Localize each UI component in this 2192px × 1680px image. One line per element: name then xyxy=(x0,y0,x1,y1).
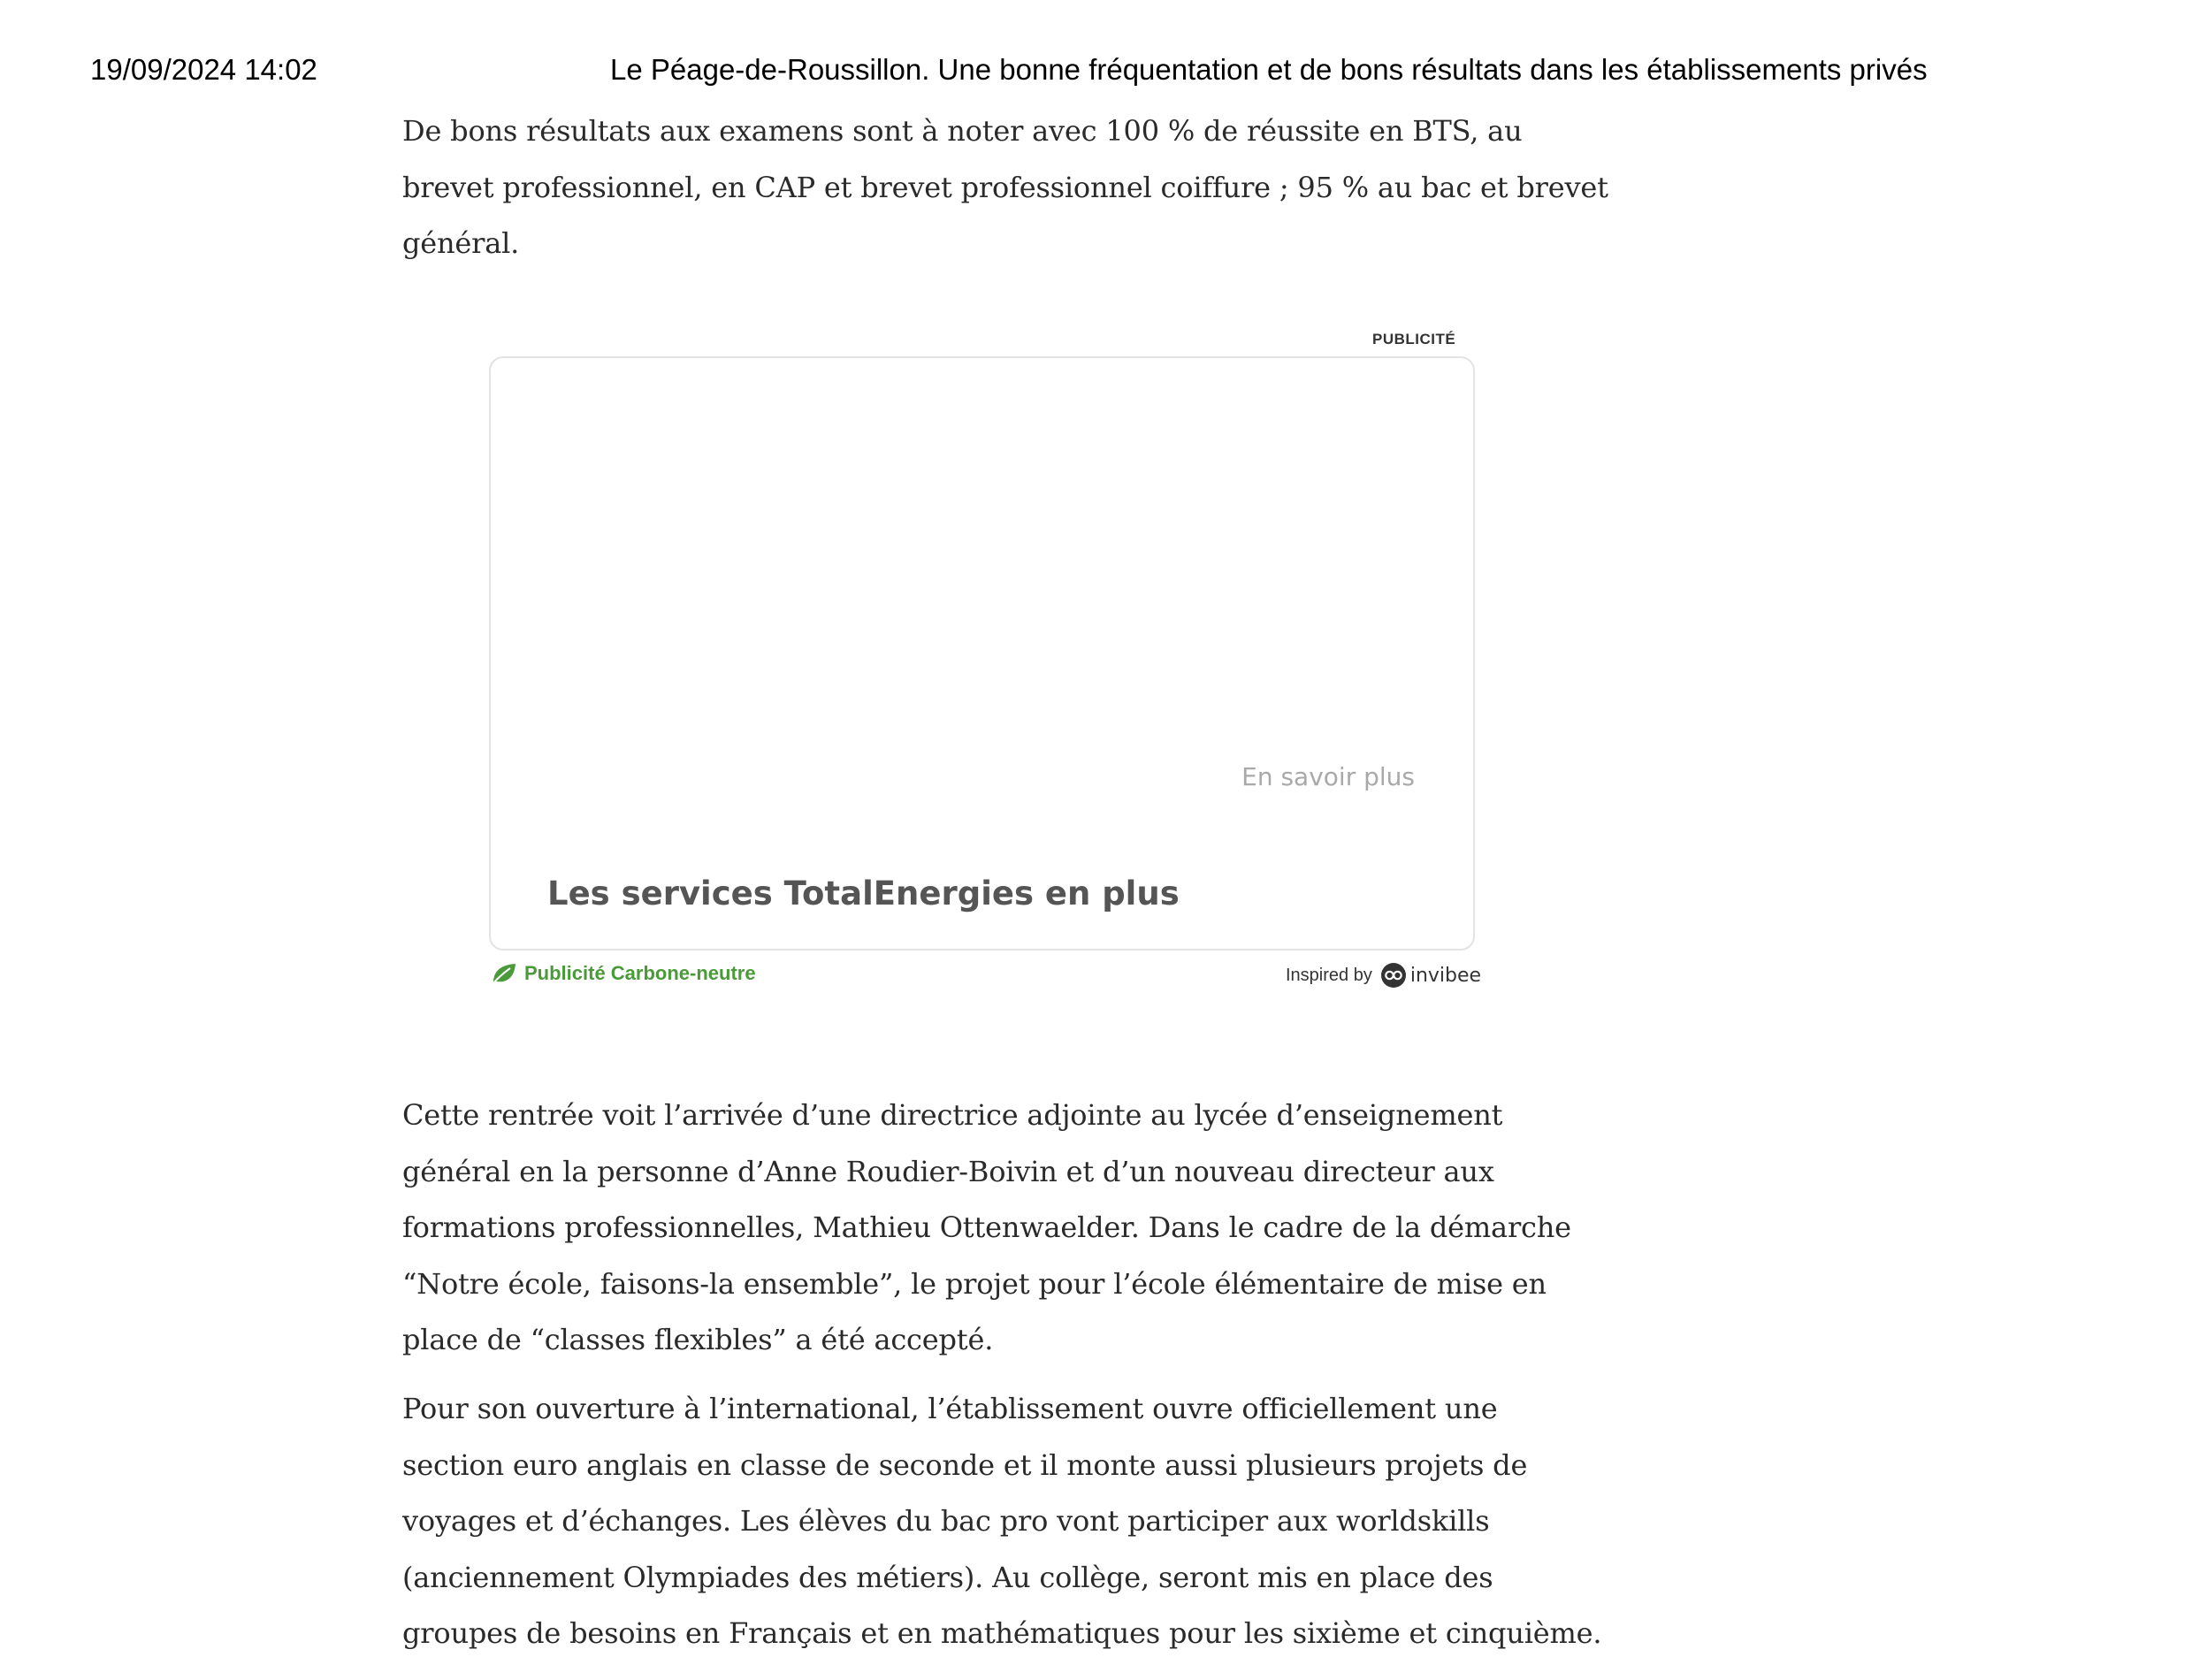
learn-more-link[interactable]: En savoir plus xyxy=(1241,762,1415,791)
paragraph-line: général. xyxy=(402,226,520,260)
paragraph-line: formations professionnelles, Mathieu Ottenwaelder. Dans le cadre de la démarche xyxy=(402,1210,1571,1244)
print-datetime: 19/09/2024 14:02 xyxy=(90,53,317,86)
paragraph-line: Cette rentrée voit l’arrivée d’une directrice adjointe au lycée d’enseignement xyxy=(402,1098,1503,1132)
ad-card[interactable] xyxy=(489,356,1475,951)
print-header xyxy=(0,53,2192,97)
paragraph-line: Pour son ouverture à l’international, l’établissement ouvre officiellement une xyxy=(402,1392,1498,1425)
paragraph-line: (anciennement Olympiades des métiers). Au collège, seront mis en place des xyxy=(402,1560,1493,1594)
article-paragraph xyxy=(402,1381,1602,1662)
invibee-brand[interactable] xyxy=(1379,962,1481,989)
paragraph-line: section euro anglais en classe de seconde et il monte aussi plusieurs projets de xyxy=(402,1447,1528,1482)
brand-name: invibee xyxy=(1409,964,1482,987)
paragraph-line: De bons résultats aux examens sont à noter avec 100 % de réussite en BTS, au xyxy=(402,114,1523,148)
leaf-icon xyxy=(491,962,517,985)
paragraph-line: voyages et d’échanges. Les élèves du bac pro vont participer aux worldskills xyxy=(402,1504,1490,1538)
paragraph-line: place de “classes flexibles” a été accepté. xyxy=(402,1323,994,1356)
ad-label: PUBLICITÉ xyxy=(1372,331,1456,347)
carbon-neutral-label: Publicité Carbone-neutre xyxy=(524,962,756,984)
article-paragraph xyxy=(402,1088,1587,1369)
ad-headline[interactable]: Les services TotalEnergies en plus xyxy=(547,874,1180,913)
inspired-by-label: Inspired by xyxy=(1286,965,1372,985)
ad-attribution[interactable] xyxy=(1286,962,1481,989)
print-page-title: Le Péage-de-Roussillon. Une bonne fréquentation et de bons résultats dans les établissements privés xyxy=(610,53,1928,86)
paragraph-line: groupes de besoins en Français et en mathématiques pour les sixième et cinquième. xyxy=(402,1616,1602,1650)
paragraph-line: général en la personne d’Anne Roudier-Boivin et d’un nouveau directeur aux xyxy=(402,1154,1494,1188)
paragraph-line: brevet professionnel, en CAP et brevet professionnel coiffure ; 95 % au bac et brevet xyxy=(402,170,1608,204)
carbon-neutral-badge[interactable] xyxy=(491,962,756,985)
paragraph-line: “Notre école, faisons-la ensemble”, le projet pour l’école élémentaire de mise en xyxy=(402,1266,1547,1301)
invibee-logo-icon xyxy=(1379,962,1408,989)
article-paragraph xyxy=(402,103,1608,272)
